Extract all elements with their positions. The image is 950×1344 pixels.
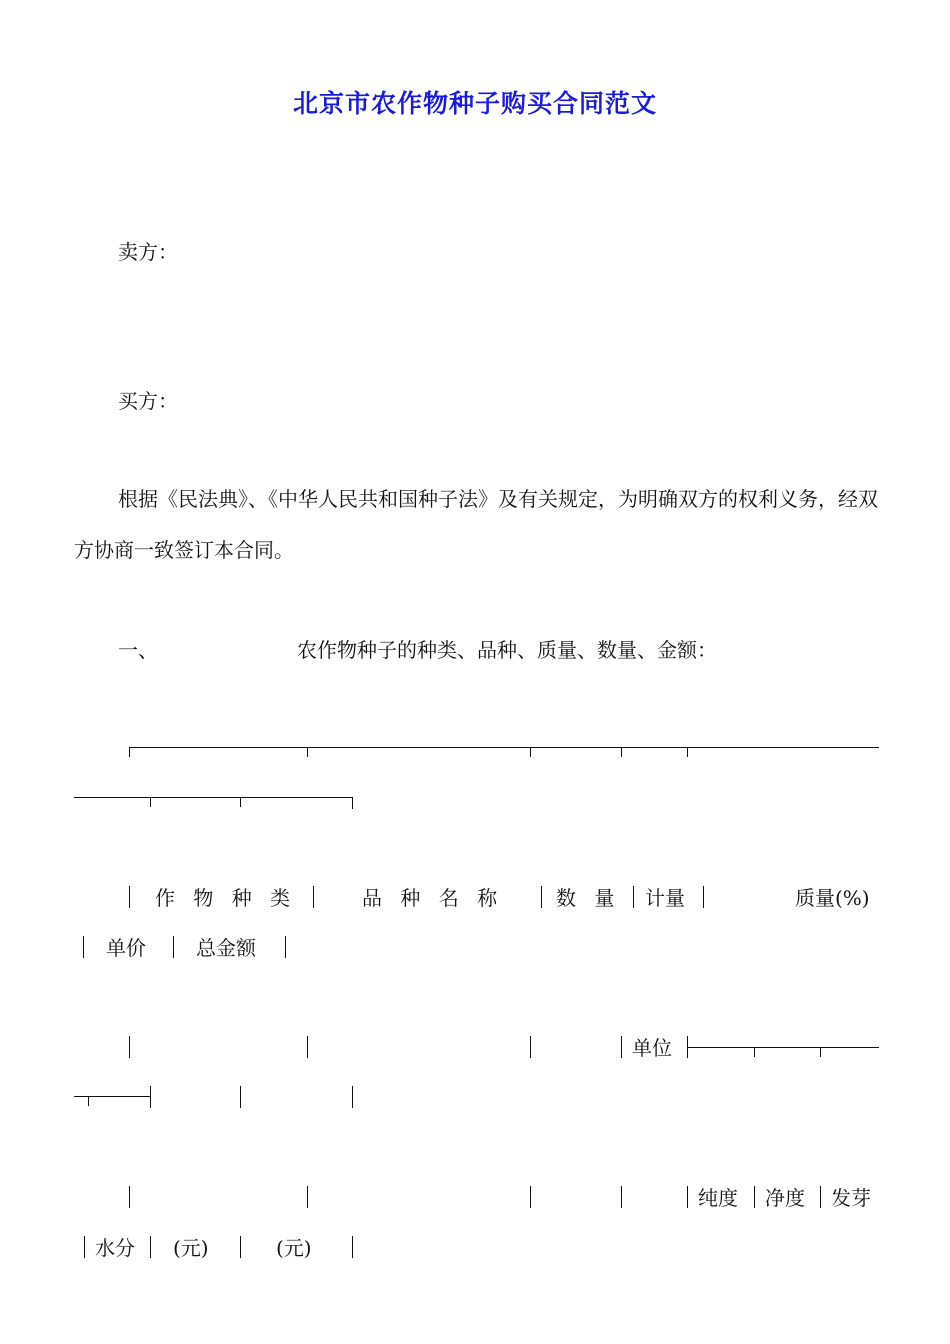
- section-1-heading: 农作物种子的种类、品种、质量、数量、金额：: [297, 638, 717, 662]
- header-cleanliness: 净度: [765, 1186, 805, 1210]
- header-germination: 发芽: [831, 1186, 871, 1210]
- header-unit-price: 单价: [106, 936, 146, 960]
- seller-label: 卖方：: [118, 240, 178, 264]
- header-unit: 单位: [632, 1036, 672, 1060]
- header-quality: 质量(%): [795, 886, 870, 910]
- header-yuan-total: (元): [276, 1236, 312, 1260]
- header-variety-name: 品 种 名 称: [362, 886, 504, 910]
- header-crop-type: 作 物 种 类: [155, 886, 297, 910]
- page-title: 北京市农作物种子购买合同范文: [292, 89, 657, 118]
- header-quantity: 数 量: [556, 886, 621, 910]
- section-1-number: 一、: [118, 638, 158, 662]
- header-purity: 纯度: [698, 1186, 738, 1210]
- header-measure: 计量: [645, 886, 685, 910]
- header-moisture: 水分: [95, 1236, 135, 1260]
- header-yuan-unit-price: (元): [173, 1236, 209, 1260]
- header-total-amount: 总金额: [196, 936, 256, 960]
- buyer-label: 买方：: [118, 389, 178, 413]
- intro-paragraph: 根据《民法典》、《中华人民共和国种子法》及有关规定，为明确双方的权利义务，经双方协商一致签订本合同。: [74, 487, 878, 562]
